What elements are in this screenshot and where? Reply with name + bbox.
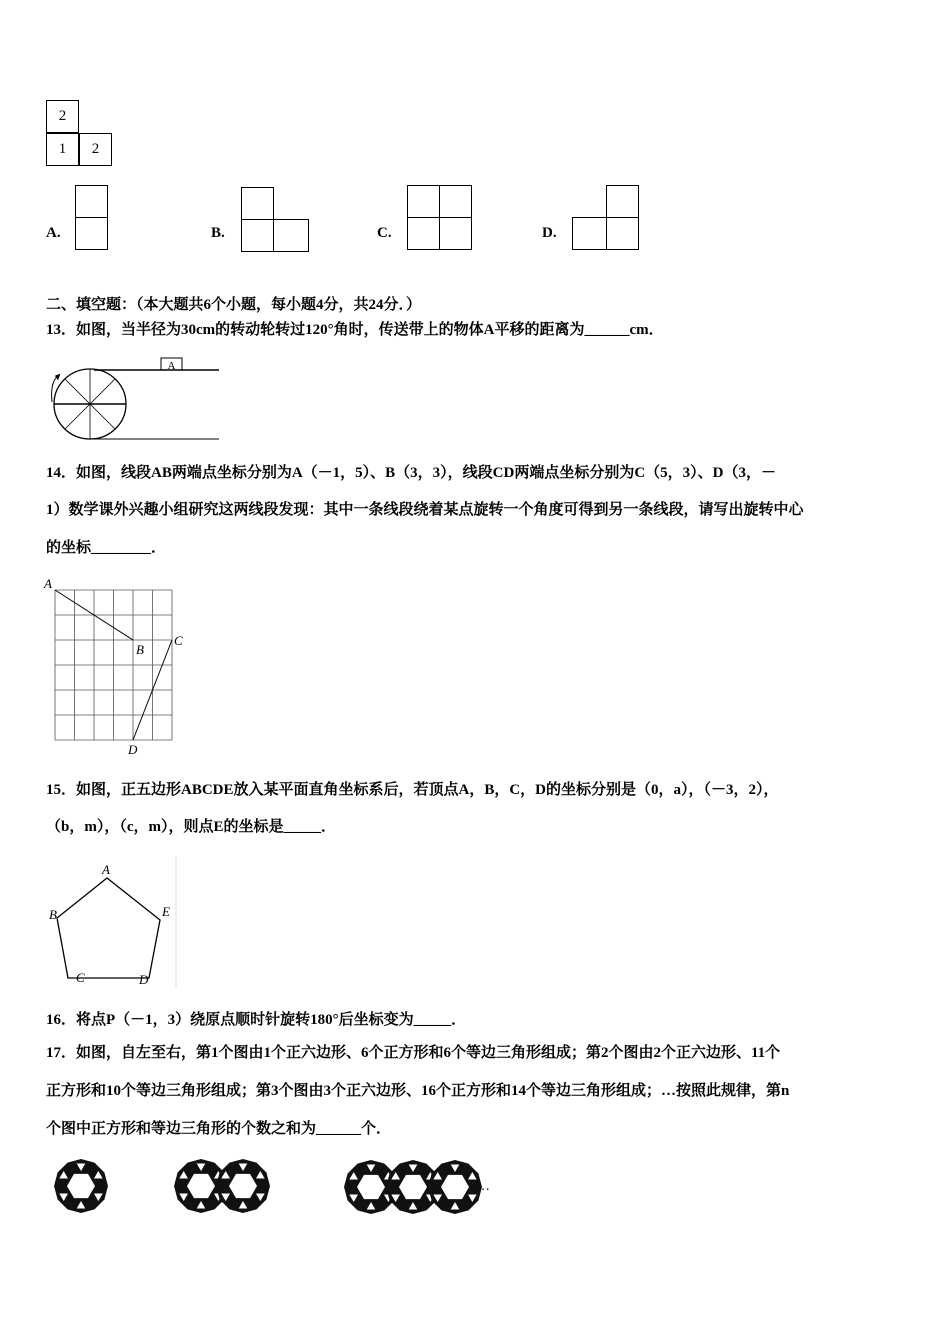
section-heading: 二、填空题：（本大题共6个小题，每小题4分，共24分．） [46,297,422,313]
option-d-square [606,185,639,218]
q13-text: 13．如图，当半径为30cm的转动轮转过120°角时，传送带上的物体A平移的距离为______cm． [46,322,664,338]
option-b-square [241,187,274,220]
hexagon-ring [54,1159,108,1213]
ellipsis: … [476,1179,490,1194]
cube-face-top [46,100,79,133]
face-number: 2 [58,108,67,124]
q17-line-1: 17．如图，自左至右，第1个图由1个正六边形、6个正方形和6个等边三角形组成；第2个图由2个正六边形、11个 [46,1045,781,1061]
option-c-square [439,217,472,250]
option-a-square [75,217,108,250]
grid-lines [55,590,172,740]
option-d-label[interactable]: D. [542,225,557,241]
option-d-square [606,217,639,250]
q14-line-1: 14．如图，线段AB两端点坐标分别为A（－1，5）、B（3，3），线段CD两端点坐标分别为C（5，3）、D（3，－ [46,465,777,481]
option-a-square [75,185,108,218]
q17-line-3: 个图中正方形和等边三角形的个数之和为______个． [46,1121,392,1137]
option-b-label[interactable]: B. [211,225,225,241]
cube-face-bottom-right [79,133,112,166]
face-number: 1 [58,141,67,157]
point-c-label: C [174,633,183,648]
hexagon-pattern-figures [40,1150,510,1225]
option-c-square [407,217,440,250]
point-d-label: D [128,742,138,757]
object-a-label: A [167,360,176,372]
option-b-square [273,219,309,252]
q15-line-2: （b，m），（c，m），则点E的坐标是_____． [46,819,336,835]
option-d-square [572,217,607,250]
conveyor-wheel-figure [44,352,224,447]
q14-grid-figure [40,575,200,760]
q15-line-1: 15．如图，正五边形ABCDE放入某平面直角坐标系后，若顶点A，B，C，D的坐标分别是（0，a），（－3，2）， [46,782,779,798]
q14-line-2: 1）数学课外兴趣小组研究这两线段发现：其中一条线段绕着某点旋转一个角度可得到另一条线段，请写出旋转中心 [46,502,804,518]
cube-face-bottom-left [46,133,79,166]
pentagon-abcde [57,878,160,978]
option-b-square [241,219,274,252]
q17-line-2: 正方形和10个等边三角形组成；第3个图由3个正六边形、16个正方形和14个等边三角形组成；…按照此规律，第n [46,1083,790,1099]
vertex-a-label: A [102,862,110,877]
option-c-label[interactable]: C. [377,225,392,241]
point-a-label: A [44,576,52,591]
option-c-square [407,185,440,218]
point-b-label: B [136,642,144,657]
hexagon-ring [216,1159,270,1213]
vertex-b-label: B [49,907,57,922]
vertex-d-label: D [139,972,149,987]
vertex-e-label: E [162,904,170,919]
q14-line-3: 的坐标________． [46,540,167,556]
option-c-square [439,185,472,218]
pentagon-figure [44,856,179,988]
hexagon-ring [428,1160,482,1214]
face-number: 2 [91,141,100,157]
q16-text: 16．将点P（－1，3）绕原点顺时针旋转180°后坐标变为_____． [46,1012,467,1028]
vertex-c-label: C [76,970,85,985]
option-a-label[interactable]: A. [46,225,61,241]
